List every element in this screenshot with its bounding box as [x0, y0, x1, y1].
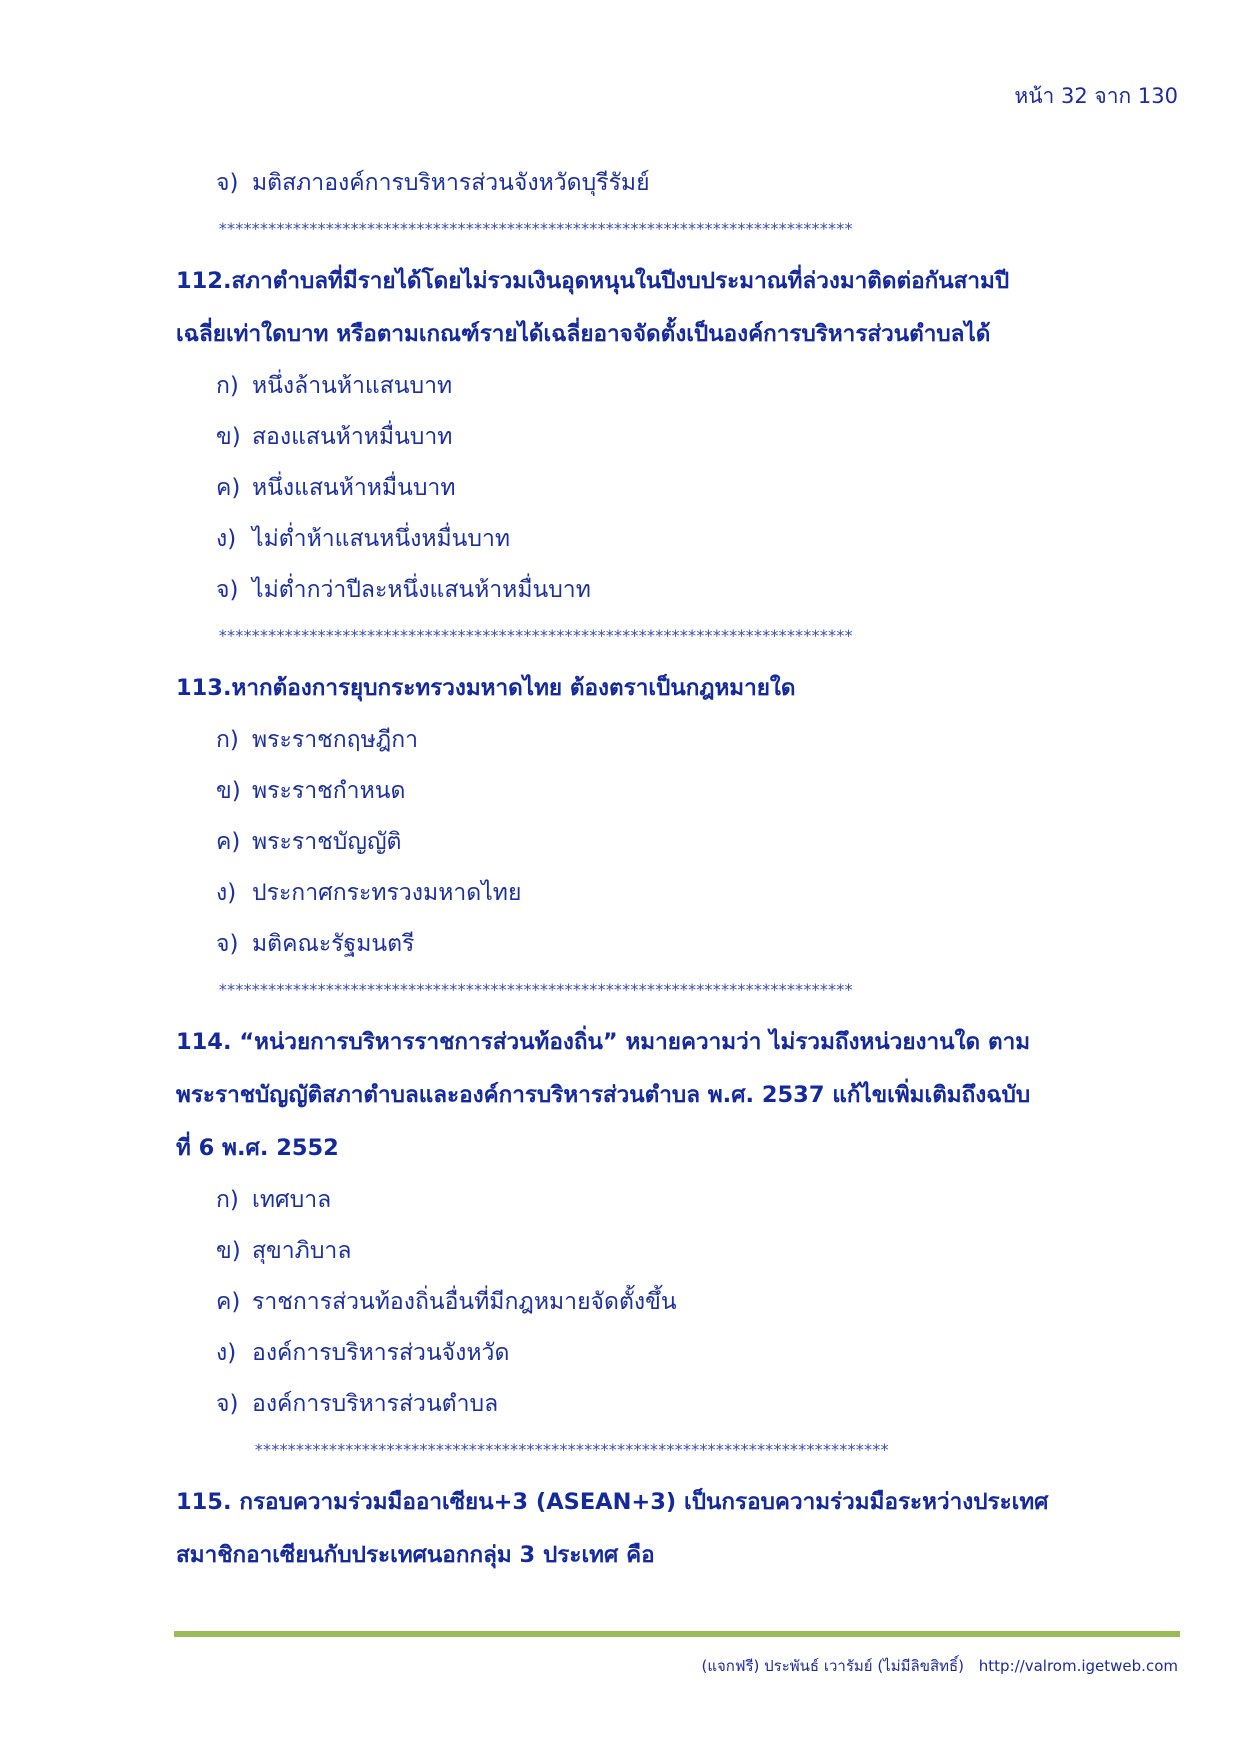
previous-question-choice: [176, 158, 1180, 209]
choice-item: [176, 565, 1180, 616]
choice-item: [176, 1226, 1180, 1277]
choice-item: [176, 463, 1180, 514]
choice-text: เทศบาล: [252, 1187, 332, 1213]
choice-text: ไม่ต่ำกว่าปีละหนึ่งแสนห้าหมื่นบาท: [252, 577, 591, 603]
question-114: [176, 1016, 1180, 1175]
choice-text: พระราชกำหนด: [252, 778, 406, 804]
choice-letter: จ): [216, 1391, 239, 1417]
choice-text: องค์การบริหารส่วนจังหวัด: [252, 1340, 510, 1366]
document-body: [176, 158, 1180, 1582]
footer-credit: (แจกฟรี) ประพันธ์ เวารัมย์ (ไม่มีลิขสิทธิ์): [701, 1657, 964, 1675]
footer-url: http://valrom.igetweb.com: [978, 1657, 1178, 1675]
choice-text: หนึ่งแสนห้าหมื่นบาท: [252, 475, 456, 501]
choice-letter: ค): [216, 829, 241, 855]
choice-letter: ค): [216, 1289, 241, 1315]
choice-text: มติคณะรัฐมนตรี: [252, 931, 415, 957]
choice-text: องค์การบริหารส่วนตำบล: [252, 1391, 499, 1417]
question-line: 114. “หน่วยการบริหารราชการส่วนท้องถิ่น” หมายความว่า ไม่รวมถึงหน่วยงานใด ตาม: [176, 1029, 1031, 1055]
question-line: เฉลี่ยเท่าใดบาท หรือตามเกณฑ์รายได้เฉลี่ยอาจจัดตั้งเป็นองค์การบริหารส่วนตำบลได้: [176, 321, 991, 347]
question-line: พระราชบัญญัติสภาตำบลและองค์การบริหารส่วนตำบล พ.ศ. 2537 แก้ไขเพิ่มเติมถึงฉบับ: [176, 1082, 1031, 1108]
separator: *****************************************************************************: [218, 219, 852, 238]
choice-item: [176, 1328, 1180, 1379]
question-112: [176, 255, 1180, 361]
choice-item: [176, 868, 1180, 919]
choice-text: ราชการส่วนท้องถิ่นอื่นที่มีกฎหมายจัดตั้งขึ้น: [252, 1289, 677, 1315]
choice-text: ประกาศกระทรวงมหาดไทย: [252, 880, 522, 906]
question-line: 112.สภาตำบลที่มีรายได้โดยไม่รวมเงินอุดหนุนในปีงบประมาณที่ล่วงมาติดต่อกันสามปี: [176, 268, 1010, 294]
question-113: [176, 662, 1180, 715]
choice-item: [176, 1379, 1180, 1430]
separator: *****************************************************************************: [254, 1440, 888, 1459]
footer: [701, 1654, 1178, 1678]
choice-letter: ง): [216, 880, 237, 906]
choice-text: ไม่ต่ำห้าแสนหนึ่งหมื่นบาท: [252, 526, 511, 552]
choice-item: [176, 361, 1180, 412]
choice-item: [176, 766, 1180, 817]
choice-text: มติสภาองค์การบริหารส่วนจังหวัดบุรีรัมย์: [252, 170, 650, 196]
footer-divider: [174, 1631, 1180, 1637]
separator: *****************************************************************************: [218, 626, 852, 645]
question-line: 115. กรอบความร่วมมืออาเซียน+3 (ASEAN+3) เป็นกรอบความร่วมมือระหว่างประเทศ: [176, 1489, 1049, 1515]
choice-letter: ข): [216, 1238, 241, 1264]
page-number: หน้า 32 จาก 130: [1014, 84, 1178, 108]
choice-item: [176, 817, 1180, 868]
choice-letter: ก): [216, 373, 239, 399]
choice-item: [176, 412, 1180, 463]
question-115: [176, 1476, 1180, 1582]
choice-letter: ง): [216, 1340, 237, 1366]
question-line: 113.หากต้องการยุบกระทรวงมหาดไทย ต้องตราเป็นกฎหมายใด: [176, 675, 796, 701]
choice-letter: ค): [216, 475, 241, 501]
choice-letter: ง): [216, 526, 237, 552]
choice-letter: ก): [216, 727, 239, 753]
choice-text: สุขาภิบาล: [252, 1238, 352, 1264]
choice-letter: จ): [216, 170, 239, 196]
separator: *****************************************************************************: [218, 980, 852, 999]
choice-item: [176, 1277, 1180, 1328]
choice-letter: จ): [216, 931, 239, 957]
choice-letter: ข): [216, 778, 241, 804]
question-line: ที่ 6 พ.ศ. 2552: [176, 1135, 339, 1161]
choice-item: [176, 1175, 1180, 1226]
question-line: สมาชิกอาเซียนกับประเทศนอกกลุ่ม 3 ประเทศ คือ: [176, 1542, 655, 1568]
choice-letter: ก): [216, 1187, 239, 1213]
choice-text: สองแสนห้าหมื่นบาท: [252, 424, 453, 450]
choice-item: [176, 715, 1180, 766]
choice-text: พระราชกฤษฎีกา: [252, 727, 419, 753]
choice-item: [176, 919, 1180, 970]
choice-text: หนึ่งล้านห้าแสนบาท: [252, 373, 453, 399]
choice-letter: ข): [216, 424, 241, 450]
choice-text: พระราชบัญญัติ: [252, 829, 402, 855]
choice-item: [176, 514, 1180, 565]
choice-letter: จ): [216, 577, 239, 603]
